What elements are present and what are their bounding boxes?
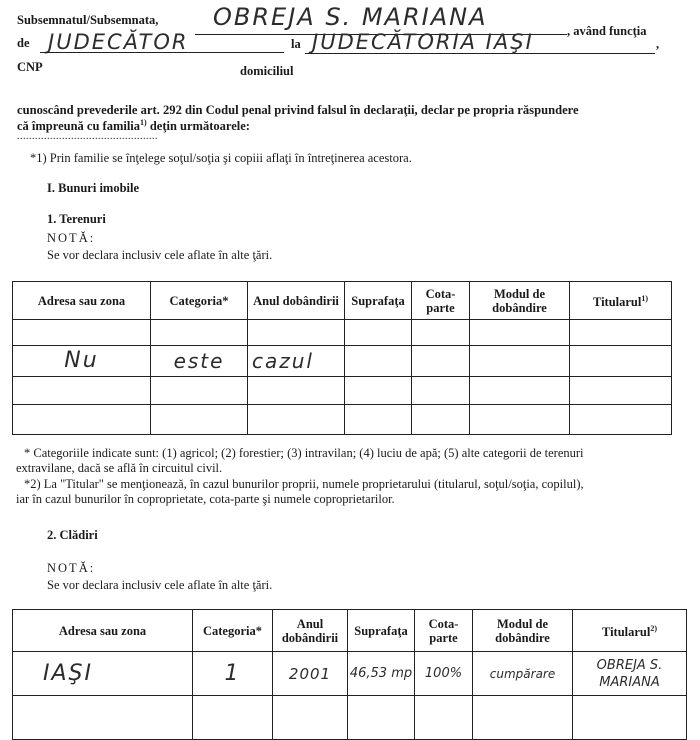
land-header-share: Cota-parte xyxy=(412,282,470,320)
nota-text-land: Se vor declara inclusiv cele aflate în alte ţări. xyxy=(47,248,273,262)
handwritten-name: OBREJA S. MARIANA xyxy=(213,3,488,31)
declaration-sup: 1) xyxy=(140,118,147,127)
building-acquisition: cumpărare xyxy=(473,652,573,696)
label-avand-functia: , având funcţia xyxy=(567,24,647,38)
building-share: 100% xyxy=(415,652,473,696)
declaration-line1: cunoscând prevederile art. 292 din Codul penal privind falsul în declaraţii, declar pe propria răspundere xyxy=(17,103,579,117)
footnote-family: *1) Prin familie se înţelege soţul/soţia şi copiii aflaţi în întreţinerea acestora. xyxy=(30,151,412,165)
declaration-line2-text: că împreună cu familia xyxy=(17,119,141,134)
subsection-title-land: 1. Terenuri xyxy=(47,212,106,226)
function-underline xyxy=(40,52,284,53)
table-row xyxy=(13,652,687,696)
footnote-categories-line1: * Categoriile indicate sunt: (1) agricol; (2) forestier; (3) intravilan; (4) luciu de apă; (5) alte categorii de terenuri xyxy=(24,446,584,460)
table-row xyxy=(13,346,672,377)
building-owner: OBREJA S. MARIANA xyxy=(573,652,687,696)
building-category: 1 xyxy=(193,652,273,696)
building-year: 2001 xyxy=(273,652,348,696)
label-domiciliul: domiciliul xyxy=(240,64,294,78)
trailing-comma: , xyxy=(656,37,660,51)
handwritten-function: JUDECĂTOR xyxy=(48,30,189,54)
buildings-header-area: Suprafaţa xyxy=(348,610,415,652)
table-row xyxy=(13,405,672,435)
buildings-header-owner-sup: 2) xyxy=(650,623,658,633)
nota-label-buildings: NOTĂ: xyxy=(47,561,96,575)
table-row xyxy=(13,320,672,346)
buildings-header-year: Anul dobândirii xyxy=(273,610,348,652)
land-header-category: Categoria* xyxy=(151,282,248,320)
label-cnp: CNP xyxy=(17,60,43,74)
buildings-table xyxy=(12,609,687,740)
table-row xyxy=(13,696,687,740)
buildings-header-owner xyxy=(573,610,687,652)
building-address: IAŞI xyxy=(13,652,193,696)
land-handwritten-nu: Nu xyxy=(13,346,151,377)
declaration-line2-rest: deţin următoarele: xyxy=(146,119,250,134)
label-de: de xyxy=(17,36,30,50)
land-header-area: Suprafaţa xyxy=(345,282,412,320)
land-header-address: Adresa sau zona xyxy=(13,282,151,320)
land-header-acquisition: Modul de dobândire xyxy=(470,282,570,320)
footnote-owner-line2: iar în cazul bunurilor în coproprietate, cota-parte şi numele coproprietarilor. xyxy=(16,492,395,506)
dotted-line: ............................................... xyxy=(17,131,158,142)
nota-text-buildings: Se vor declara inclusiv cele aflate în alte ţări. xyxy=(47,578,273,592)
label-subsemnatul: Subsemnatul/Subsemnata, xyxy=(17,13,159,27)
buildings-header-category: Categoria* xyxy=(193,610,273,652)
building-area: 46,53 mp xyxy=(348,652,415,696)
footnote-categories-line2: extravilane, dacă se află în circuitul civil. xyxy=(16,461,223,475)
land-table xyxy=(12,281,672,435)
land-header-owner-text: Titularul xyxy=(592,295,642,310)
redacted-cnp xyxy=(46,58,236,80)
subsection-title-buildings: 2. Clădiri xyxy=(47,528,98,542)
land-table-header-row xyxy=(13,282,672,320)
section-title-immovable: I. Bunuri imobile xyxy=(47,181,140,195)
redacted-address xyxy=(312,58,682,80)
handwritten-institution: JUDECĂTORIA IAŞI xyxy=(312,30,534,54)
institution-underline xyxy=(305,53,655,54)
table-row xyxy=(13,377,672,405)
land-handwritten-este: este xyxy=(151,346,248,377)
buildings-header-share: Cota-parte xyxy=(415,610,473,652)
land-header-year: Anul dobândirii xyxy=(248,282,345,320)
buildings-table-header-row xyxy=(13,610,687,652)
footnote-owner-line1: *2) La "Titular" se menţionează, în cazul bunurilor proprii, numele proprietarului (titularul, soţul/soţia, copilul), xyxy=(24,477,584,491)
land-handwritten-cazul: cazul xyxy=(248,346,345,377)
nota-label-land: NOTĂ: xyxy=(47,231,96,245)
label-la: la xyxy=(291,37,301,51)
buildings-header-address: Adresa sau zona xyxy=(13,610,193,652)
buildings-header-acquisition: Modul de dobândire xyxy=(473,610,573,652)
buildings-header-owner-text: Titularul xyxy=(601,625,651,640)
land-header-owner-sup: 1) xyxy=(641,293,649,303)
land-header-owner xyxy=(570,282,672,320)
